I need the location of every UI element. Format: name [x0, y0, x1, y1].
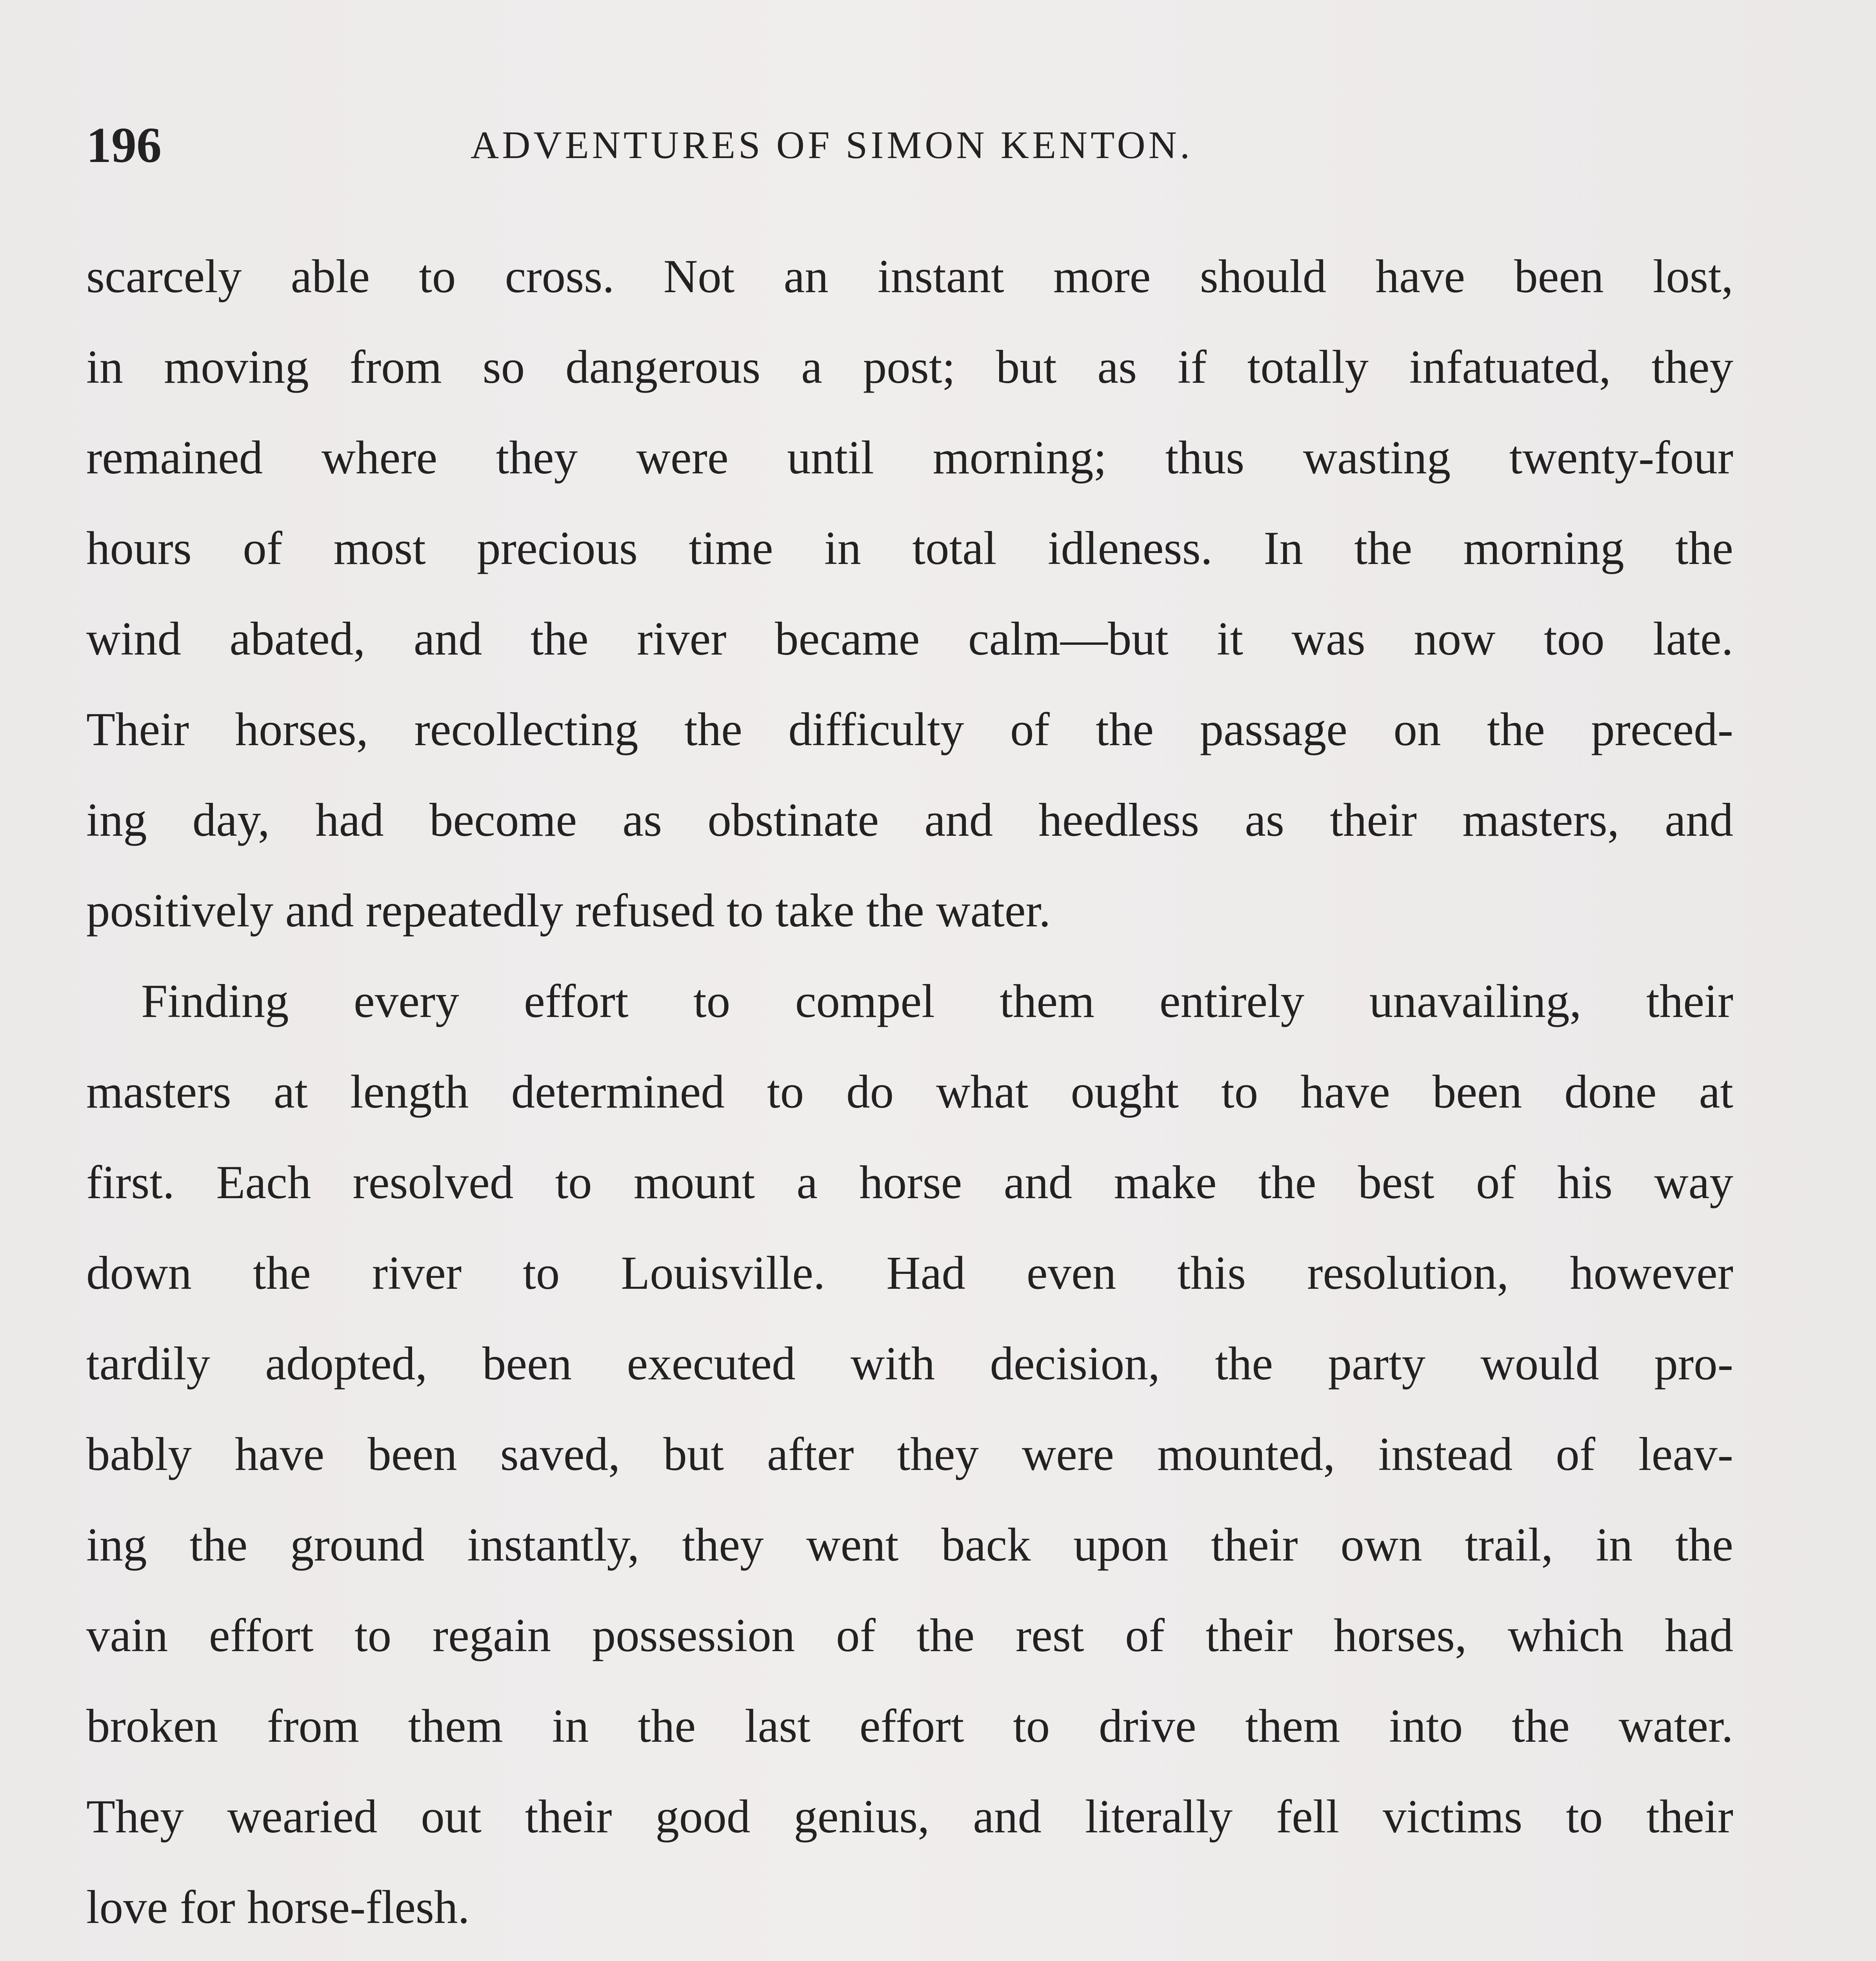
text-line: positively and repeatedly refused to take the water. — [86, 884, 1051, 937]
text-line: Finding every effort to compel them entirely unavailing, their — [141, 975, 1733, 1028]
text-line: scarcely able to cross. Not an instant more should have been lost, — [86, 250, 1733, 303]
page-number: 196 — [86, 117, 162, 173]
text-line: love for horse-flesh. — [86, 1881, 470, 1934]
text-line: hours of most precious time in total idleness. In the morning the — [86, 522, 1733, 575]
text-line: bably have been saved, but after they were mounted, instead of leav- — [86, 1428, 1733, 1481]
text-line: broken from them in the last effort to drive them into the water. — [86, 1700, 1733, 1752]
text-line: vain effort to regain possession of the rest of their horses, which had — [86, 1609, 1733, 1662]
text-line: They wearied out their good genius, and literally fell victims to their — [86, 1790, 1733, 1843]
text-line: tardily adopted, been executed with decision, the party would pro- — [86, 1337, 1733, 1390]
text-line: masters at length determined to do what ought to have been done at — [86, 1066, 1733, 1118]
text-line: remained where they were until morning; thus wasting twenty-four — [86, 431, 1733, 484]
text-line: down the river to Louisville. Had even this resolution, however — [86, 1247, 1733, 1299]
body-text — [86, 231, 1733, 1961]
page-header — [86, 118, 1733, 173]
text-line: first. Each resolved to mount a horse and make the best of his way — [86, 1156, 1733, 1209]
text-line: ing day, had become as obstinate and heedless as their masters, and — [86, 794, 1733, 846]
text-line — [86, 1953, 1733, 1961]
running-title: ADVENTURES OF SIMON KENTON. — [471, 123, 1193, 167]
text-line: ing the ground instantly, they went back upon their own trail, in the — [86, 1519, 1733, 1571]
text-line: Their horses, recollecting the difficulty of the passage on the preced- — [86, 703, 1733, 756]
text-line: wind abated, and the river became calm—but it was now too late. — [86, 613, 1733, 665]
text-line: in moving from so dangerous a post; but as if totally infatuated, they — [86, 341, 1733, 393]
